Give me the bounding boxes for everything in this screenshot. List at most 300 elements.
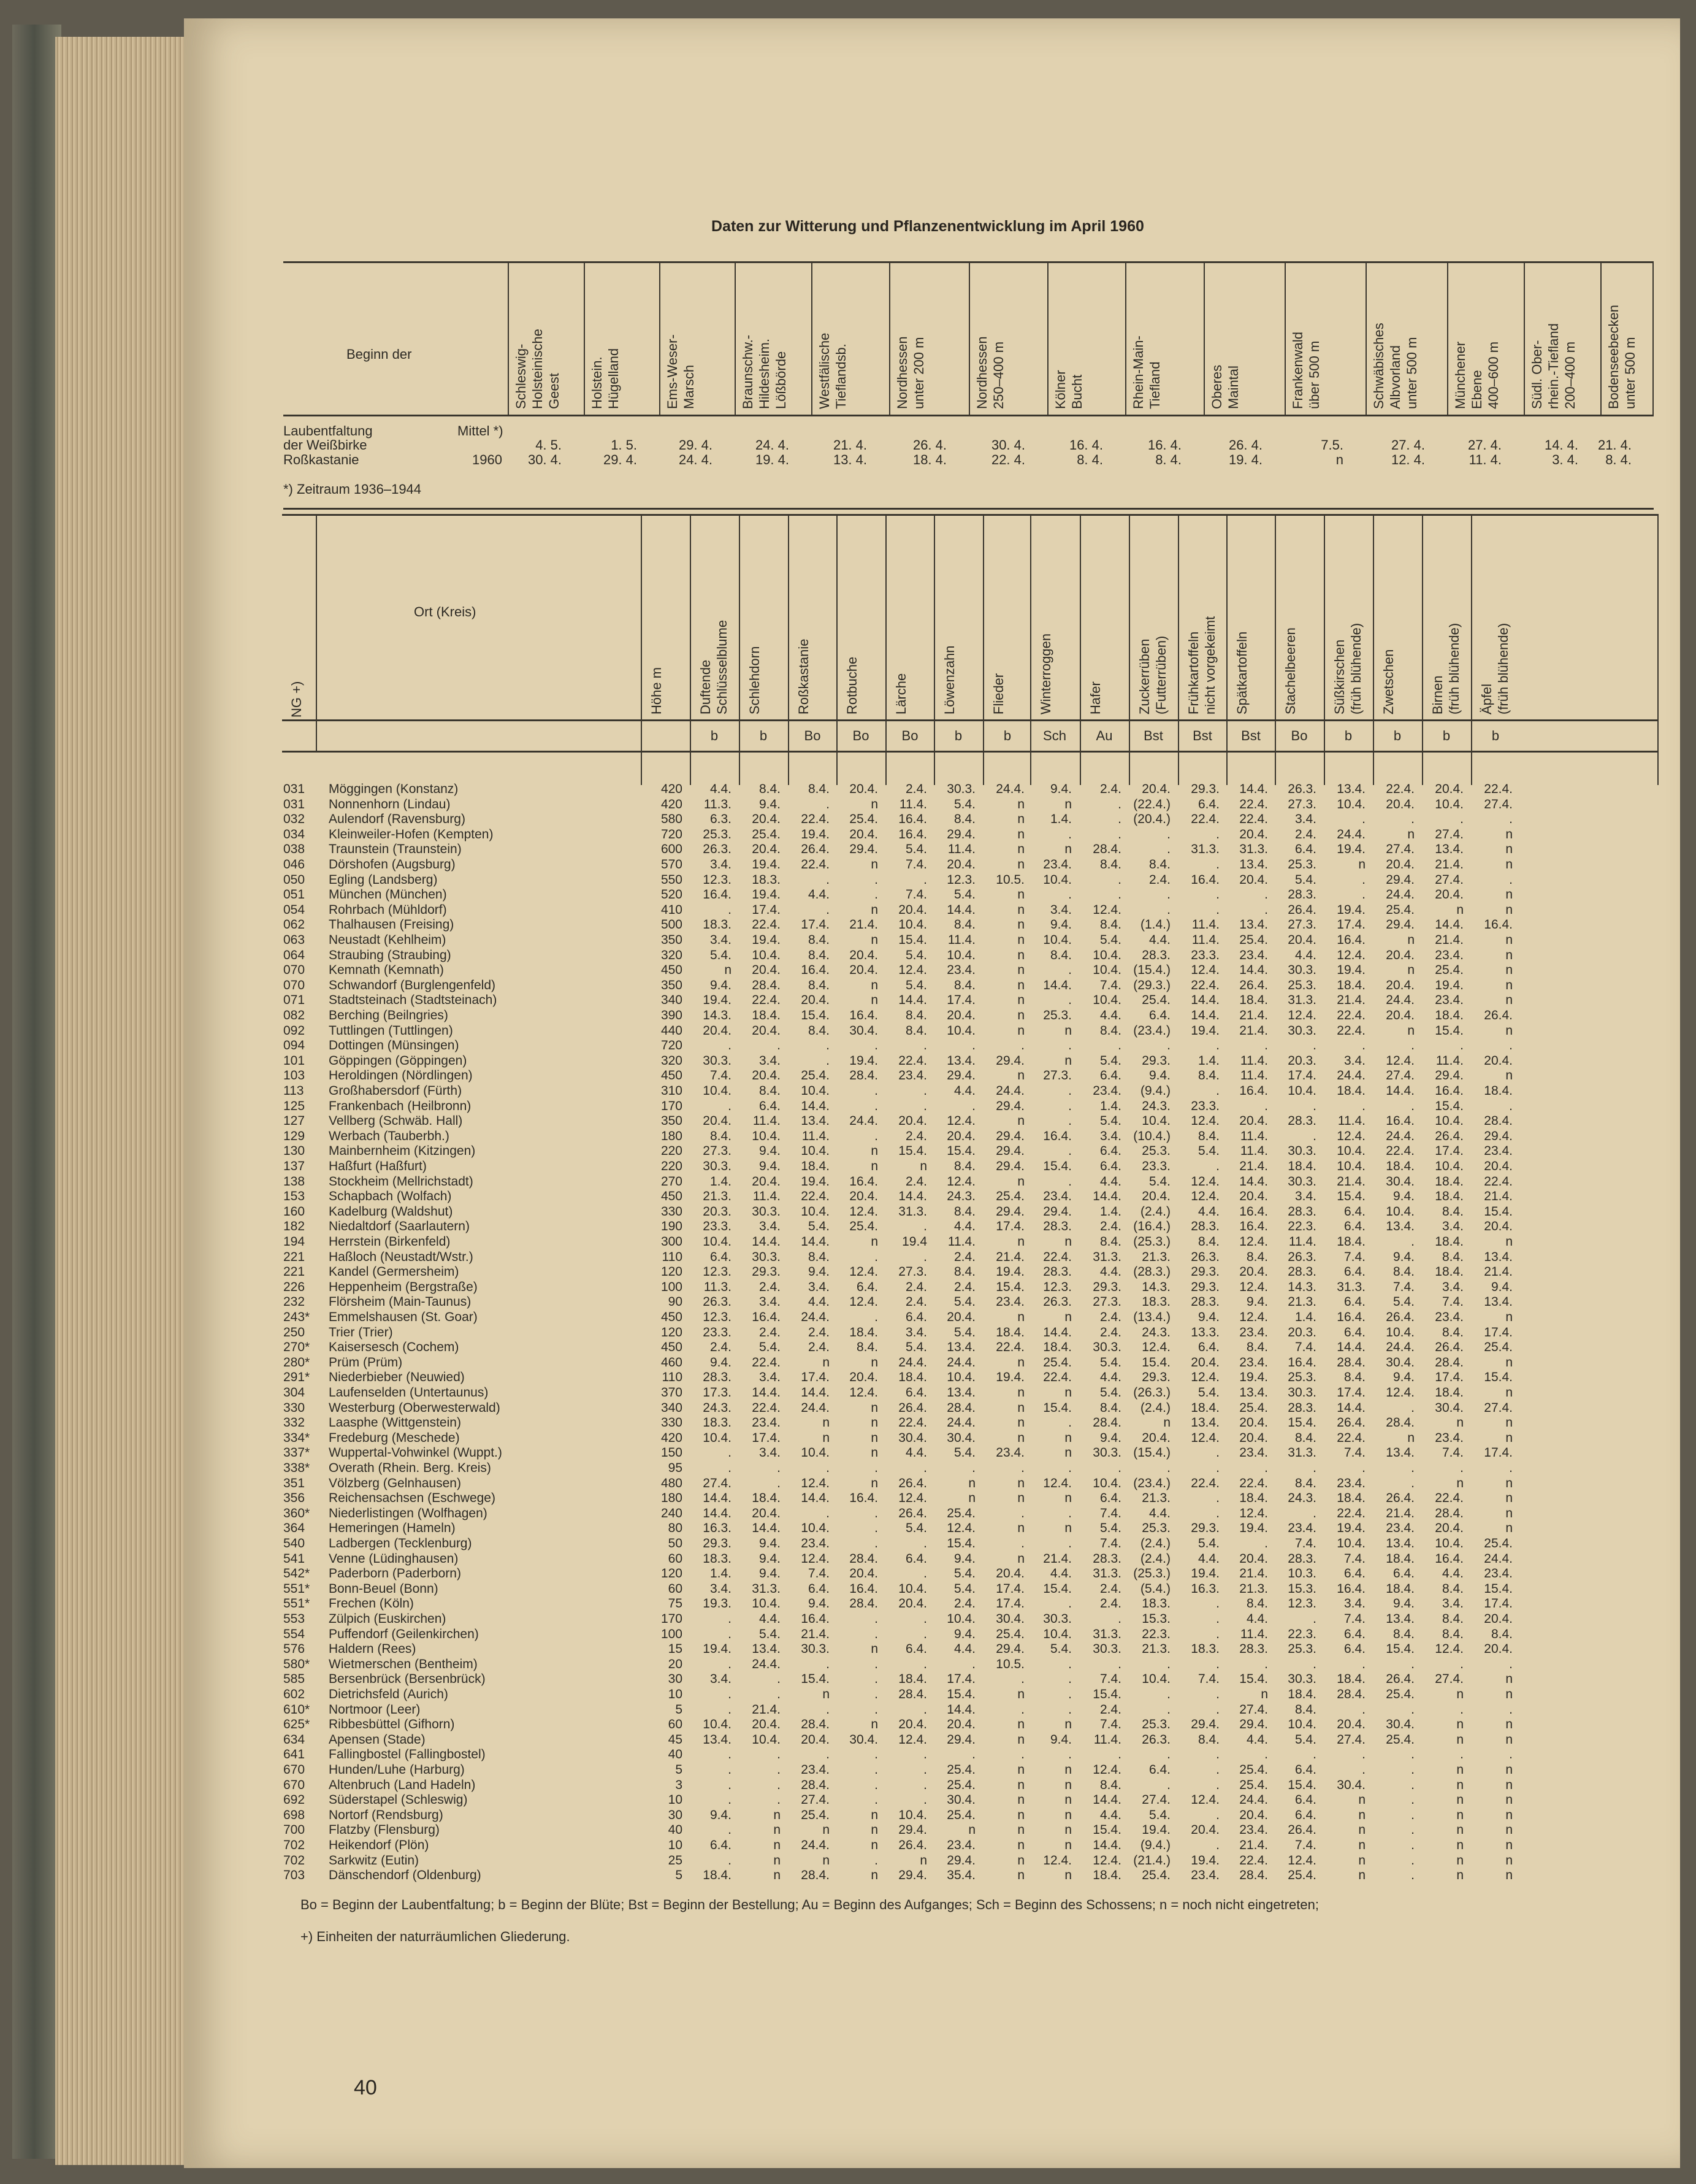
row-ng-code: 610* [283, 1703, 310, 1717]
row-value: 5 [675, 1763, 682, 1777]
row-value: 370 [660, 1385, 682, 1400]
top-1960-value: 8. 4. [1155, 452, 1182, 467]
main-column-code: b [1491, 728, 1500, 743]
row-ng-code: 243* [283, 1310, 310, 1324]
row-value: . [874, 1703, 878, 1717]
row-value: 25.4. [1142, 1868, 1171, 1882]
row-place-name: Dottingen (Münsingen) [329, 1038, 459, 1052]
main-column-code: Bo [852, 728, 869, 743]
row-ng-code: 130 [283, 1144, 305, 1158]
row-place-name: Ladbergen (Tecklenburg) [329, 1536, 472, 1550]
row-value: 8.4. [758, 1084, 781, 1098]
row-value: 25.4. [947, 1506, 976, 1520]
row-value: 21.4. [1239, 1008, 1268, 1022]
row-value: 27.3. [1288, 918, 1316, 932]
top-mittel-value: 21. 4. [833, 437, 867, 453]
row-value: . [1362, 1747, 1366, 1761]
row-value: 25.3. [1142, 1717, 1171, 1731]
row-value: n [1407, 827, 1415, 841]
row-value: 26.4. [1337, 1416, 1366, 1430]
row-value: 27.4. [1142, 1793, 1171, 1807]
row-value: . [777, 1687, 781, 1701]
row-value: n [1505, 1506, 1513, 1520]
row-value: (2.4.) [1140, 1536, 1171, 1550]
row-place-name: Haßloch (Neustadt/Wstr.) [329, 1250, 473, 1264]
row-value: . [1362, 1461, 1366, 1475]
row-value: 350 [660, 978, 682, 992]
row-value: 30.3. [801, 1642, 830, 1656]
row-value: 23.4. [801, 1763, 830, 1777]
top-region-header: Schleswig- Holsteinische Geest [513, 329, 562, 409]
top-mittel-value: 26. 4. [1228, 437, 1262, 453]
row-value: . [1460, 1703, 1464, 1717]
row-value: . [923, 1793, 927, 1807]
row-value: n [871, 1717, 878, 1731]
row-value: 20.4. [849, 827, 878, 841]
row-place-name: Neustadt (Kehlheim) [329, 933, 446, 947]
row-value: 12.4. [1239, 1310, 1268, 1324]
row-value: . [1411, 1747, 1415, 1761]
row-value: . [728, 1657, 731, 1671]
row-value: 9.4. [758, 1536, 781, 1550]
row-value: 25.4. [849, 1219, 878, 1233]
row-value: 26.3. [1191, 1250, 1220, 1264]
row-value: 10.4. [801, 1521, 830, 1535]
row-value: 10.4. [703, 1431, 731, 1445]
row-value: . [923, 1250, 927, 1264]
main-col-divider [1030, 515, 1031, 785]
row-ng-code: 031 [283, 797, 305, 811]
row-value: 4.4. [1442, 1566, 1464, 1581]
row-value: n [1017, 1838, 1025, 1852]
row-value: n [1017, 1717, 1025, 1731]
row-value: 14.4. [801, 1385, 830, 1400]
row-value: 29.4. [1484, 1129, 1513, 1143]
row-value: n [1505, 887, 1513, 902]
row-value: 8.4. [1246, 1250, 1268, 1264]
row-value: 15.3. [1288, 1582, 1316, 1596]
row-value: . [1068, 1174, 1072, 1189]
top-region-header: Ems-Weser- Marsch [665, 334, 697, 409]
row-value: 120 [660, 1325, 682, 1339]
row-value: 20.4. [1239, 1265, 1268, 1279]
row-value: n [773, 1808, 781, 1822]
row-value: 10.4. [703, 1235, 731, 1249]
top-1960-value: 19. 4. [1228, 452, 1262, 467]
row-value: 14.4. [752, 1385, 781, 1400]
row-value: 20.4. [898, 1717, 927, 1731]
row-value: 18.4. [1435, 1265, 1464, 1279]
main-col-divider [1471, 515, 1472, 785]
row-value: 21.4. [752, 1703, 781, 1717]
row-value: 28.3. [1043, 1219, 1072, 1233]
row-value: n [1456, 1853, 1464, 1868]
row-value: 10.4. [1337, 797, 1366, 811]
row-ng-code: 351 [283, 1476, 305, 1490]
row-ng-code: 070 [283, 963, 305, 977]
row-value: 27.4. [1435, 827, 1464, 841]
row-value: . [728, 1853, 731, 1868]
row-value: 30 [668, 1672, 682, 1686]
row-value: . [826, 873, 830, 887]
row-value: n [1358, 1838, 1366, 1852]
row-value: . [923, 1461, 927, 1475]
row-value: 29.4. [996, 1205, 1025, 1219]
row-value: n [871, 857, 878, 872]
row-ng-code: 576 [283, 1642, 305, 1656]
row-value: 6.4. [1099, 1491, 1121, 1505]
row-value: n [1358, 1793, 1366, 1807]
row-value: 20.4. [752, 1506, 781, 1520]
ng-note: +) Einheiten der naturräumlichen Gliederung. [300, 1929, 570, 1944]
row-value: 18.4. [752, 1008, 781, 1022]
row-value: 6.4. [856, 1280, 878, 1294]
row-value: 23.4. [947, 1838, 976, 1852]
row-value: 5.4. [953, 1446, 976, 1460]
row-value: n [1407, 933, 1415, 947]
row-value: (5.4.) [1140, 1582, 1171, 1596]
row-value: 14.4. [703, 1491, 731, 1505]
row-value: 31.3. [1093, 1566, 1121, 1581]
row-value: 20.4. [1435, 887, 1464, 902]
row-value: n [871, 1446, 878, 1460]
row-value: 31.3. [1239, 842, 1268, 856]
row-value: 7.4. [709, 1068, 731, 1082]
row-value: (2.4.) [1140, 1205, 1171, 1219]
row-value: n [1017, 1114, 1025, 1128]
row-value: 3.4. [1294, 1189, 1316, 1203]
row-value: 28.3. [1288, 1114, 1316, 1128]
row-value: 22.4. [1337, 1008, 1366, 1022]
row-value: 28.4. [752, 978, 781, 992]
row-value: 13.4. [1484, 1250, 1513, 1264]
row-place-name: Overath (Rhein. Berg. Kreis) [329, 1461, 491, 1475]
row-value: 8.4. [953, 1159, 976, 1173]
row-value: 4.4. [953, 1219, 976, 1233]
row-value: n [1017, 1068, 1025, 1082]
row-value: 29.3. [752, 1265, 781, 1279]
row-place-name: Kemnath (Kemnath) [329, 963, 444, 977]
row-value: 240 [660, 1506, 682, 1520]
row-value: 16.3. [703, 1521, 731, 1535]
row-value: 20.4. [703, 1024, 731, 1038]
row-value: . [874, 873, 878, 887]
row-value: n [1017, 1476, 1025, 1490]
row-value: 10 [668, 1687, 682, 1701]
row-value: 21.4. [1484, 1265, 1513, 1279]
row-ng-code: 094 [283, 1038, 305, 1052]
row-value: 150 [660, 1446, 682, 1460]
row-value: 23.3. [1142, 1159, 1171, 1173]
row-value: 18.4. [1043, 1340, 1072, 1354]
row-value: 25.4. [996, 1189, 1025, 1203]
row-value: 8.4. [1442, 1325, 1464, 1339]
row-value: 27.4. [1435, 1672, 1464, 1686]
row-value: . [826, 1461, 830, 1475]
row-value: n [1017, 887, 1025, 902]
row-value: 30.3. [703, 1054, 731, 1068]
row-value: 550 [660, 873, 682, 887]
row-value: 22.4. [1043, 1370, 1072, 1384]
row-value: 11.4. [752, 1114, 781, 1128]
row-value: 30.3. [1288, 1174, 1316, 1189]
row-value: . [1460, 1461, 1464, 1475]
row-value: n [1163, 1416, 1171, 1430]
row-value: 3.4. [709, 857, 731, 872]
row-value: 15.4. [996, 1280, 1025, 1294]
row-value: 14.3. [703, 1008, 731, 1022]
row-value: 11.4. [1191, 918, 1220, 932]
row-value: 30.4. [947, 1431, 976, 1445]
row-value: n [822, 1431, 830, 1445]
row-value: 6.4. [1294, 1793, 1316, 1807]
row-value: 12.4. [1191, 1370, 1220, 1384]
row-value: n [871, 1355, 878, 1370]
row-value: 8.4. [1099, 1235, 1121, 1249]
row-value: 19.4 [902, 1235, 927, 1249]
row-value: 20.4. [1239, 873, 1268, 887]
row-value: 30.3. [1093, 1642, 1121, 1656]
row-value: . [1313, 1099, 1316, 1113]
row-value: 25.4. [1386, 1733, 1415, 1747]
row-value: 13.4. [1386, 1612, 1415, 1626]
row-value: n [1017, 978, 1025, 992]
main-col-divider [1178, 515, 1179, 785]
row-value: 10.4. [752, 1129, 781, 1143]
top-header-label: Beginn der [346, 347, 412, 362]
top-1960-value: 19. 4. [755, 452, 789, 467]
row-value: 18.4. [1484, 1084, 1513, 1098]
row-value: 3.4. [1294, 812, 1316, 826]
row-value: 2.4. [1099, 1325, 1121, 1339]
row-value: 18.4. [1435, 1008, 1464, 1022]
row-value: n [1017, 903, 1025, 917]
row-value: 29.4. [1191, 1717, 1220, 1731]
row-value: 8.4. [1198, 1733, 1220, 1747]
row-value: 12.3. [703, 873, 731, 887]
row-value: 330 [660, 1205, 682, 1219]
row-value: 190 [660, 1219, 682, 1233]
top-mittel-value: 4. 5. [535, 437, 562, 453]
row-value: 26.4. [1484, 1008, 1513, 1022]
row-value: . [972, 1099, 976, 1113]
row-value: 8.4. [1294, 1703, 1316, 1717]
row-value: 5.4. [1099, 1521, 1121, 1535]
row-value: . [728, 1793, 731, 1807]
row-value: 16.4. [849, 1008, 878, 1022]
row-ng-code: 541 [283, 1552, 305, 1566]
row-value: (23.4.) [1133, 1476, 1171, 1490]
row-value: 21.3. [1142, 1642, 1171, 1656]
row-value: n [1505, 1838, 1513, 1852]
row-value: 5.4. [1198, 1536, 1220, 1550]
row-value: 21.4. [1435, 857, 1464, 872]
row-value: . [1021, 1536, 1025, 1550]
row-value: 19.4. [1435, 978, 1464, 992]
row-value: 10.4. [801, 1446, 830, 1460]
row-value: . [1509, 1657, 1513, 1671]
row-value: n [1505, 948, 1513, 962]
row-value: . [1411, 1823, 1415, 1837]
main-column-header: Frühkartoffeln nicht vorgekeimt [1186, 616, 1218, 715]
row-value: 9.4. [758, 1552, 781, 1566]
row-ng-code: 364 [283, 1521, 305, 1535]
row-value: 26.3. [703, 1295, 731, 1309]
row-value: 340 [660, 993, 682, 1007]
row-value: n [1017, 1823, 1025, 1837]
row-value: n [822, 1853, 830, 1868]
top-1960-value: 12. 4. [1391, 452, 1425, 467]
row-value: 22.4. [1043, 1250, 1072, 1264]
row-value: 10.4. [801, 1084, 830, 1098]
row-value: 20.4. [752, 1024, 781, 1038]
top-region-header: Rhein-Main- Tiefland [1131, 335, 1163, 409]
row-value: 25.4. [1043, 1355, 1072, 1370]
row-value: . [1216, 1657, 1220, 1671]
row-value: 4.4. [1099, 1265, 1121, 1279]
main-column-code: b [1344, 728, 1353, 743]
row-value: n [871, 1431, 878, 1445]
row-value: 29.3. [1191, 782, 1220, 796]
row-value: 29.3. [1093, 1280, 1121, 1294]
main-col-divider [1080, 515, 1081, 785]
row-value: 14.4. [801, 1491, 830, 1505]
row-value: 20.4. [1288, 933, 1316, 947]
row-value: 15.4. [1484, 1582, 1513, 1596]
row-value: 20.4. [1435, 782, 1464, 796]
row-value: 14.4. [1435, 918, 1464, 932]
row-value: 16.4. [1386, 1114, 1415, 1128]
row-value: 4.4. [1099, 1370, 1121, 1384]
row-value: n [1505, 1355, 1513, 1370]
row-ng-code: 634 [283, 1733, 305, 1747]
row-value: 13.3. [1191, 1325, 1220, 1339]
row-value: n [871, 1808, 878, 1822]
row-value: 23.4. [1288, 1521, 1316, 1535]
row-place-name: Straubing (Straubing) [329, 948, 451, 962]
row-value: 16.4. [1191, 873, 1220, 887]
row-ng-code: 670 [283, 1778, 305, 1792]
row-place-name: Fallingbostel (Fallingbostel) [329, 1747, 486, 1761]
row-value: n [1505, 1431, 1513, 1445]
row-value: 25.4. [947, 1808, 976, 1822]
row-value: 28.3. [1191, 1219, 1220, 1233]
row-value: 8.4. [808, 948, 830, 962]
row-value: 14.4. [1093, 1189, 1121, 1203]
row-value: 3.4. [1343, 1596, 1366, 1611]
row-value: 25.3. [1288, 978, 1316, 992]
row-value: 15.4. [1093, 1823, 1121, 1837]
row-value: n [871, 903, 878, 917]
row-value: 30.3. [1288, 1385, 1316, 1400]
row-value: 24.3. [1142, 1325, 1171, 1339]
row-ng-code: 082 [283, 1008, 305, 1022]
row-value: 2.4. [808, 1340, 830, 1354]
row-value: 15.4. [1288, 1416, 1316, 1430]
row-value: (9.4.) [1140, 1838, 1171, 1852]
row-value: 20.4. [947, 857, 976, 872]
top-mittel-value: 1. 5. [611, 437, 637, 453]
row-ng-code: 553 [283, 1612, 305, 1626]
row-ng-code: 129 [283, 1129, 305, 1143]
row-value: 15.4. [1043, 1582, 1072, 1596]
row-place-name: Zülpich (Euskirchen) [329, 1612, 446, 1626]
row-value: (22.4.) [1133, 797, 1171, 811]
row-value: . [923, 1763, 927, 1777]
row-value: 5.4. [905, 948, 927, 962]
row-value: . [1118, 1461, 1121, 1475]
row-value: 10.4. [1043, 933, 1072, 947]
row-value: 21.4. [1043, 1552, 1072, 1566]
row-value: . [1167, 1778, 1171, 1792]
row-value: 30.3. [1288, 1672, 1316, 1686]
row-value: 5.4. [1392, 1295, 1415, 1309]
row-value: 29.4. [898, 1868, 927, 1882]
row-value: 9.4. [1198, 1310, 1220, 1324]
row-value: 4.4. [758, 1612, 781, 1626]
row-value: . [874, 1612, 878, 1626]
row-value: 30.3. [752, 1250, 781, 1264]
row-place-name: Heppenheim (Bergstraße) [329, 1280, 478, 1294]
row-place-name: Schwandorf (Burglengenfeld) [329, 978, 495, 992]
top-mittel-value: 16. 4. [1147, 437, 1182, 453]
row-value: . [874, 1657, 878, 1671]
row-value: 24.4. [947, 1355, 976, 1370]
main-col-divider [1275, 515, 1276, 785]
row-value: 4.4. [953, 1084, 976, 1098]
row-value: 6.4. [1099, 1144, 1121, 1158]
row-value: 2.4. [953, 1280, 976, 1294]
row-value: . [1509, 873, 1513, 887]
row-value: 10.4. [1093, 963, 1121, 977]
row-ng-code: 334* [283, 1431, 310, 1445]
main-col-divider [934, 515, 935, 785]
row-place-name: Berching (Beilngries) [329, 1008, 448, 1022]
row-value: 20.4. [849, 782, 878, 796]
row-value: 14.3. [1142, 1280, 1171, 1294]
row-ng-code: 125 [283, 1099, 305, 1113]
row-value: 310 [660, 1084, 682, 1098]
row-place-name: Möggingen (Konstanz) [329, 782, 459, 796]
row-value: 11.4. [1093, 1733, 1121, 1747]
row-value: 23.3. [703, 1219, 731, 1233]
top-1960-value: 18. 4. [912, 452, 947, 467]
row-value: 1.4. [1198, 1054, 1220, 1068]
row-value: 20.3. [1288, 1325, 1316, 1339]
top-region-header: Schwäbisches Albvorland unter 500 m [1371, 323, 1419, 409]
row-value: 12.4. [1191, 1174, 1220, 1189]
row-value: n [1064, 1491, 1072, 1505]
top-table-rule-bottom [283, 508, 1654, 510]
row-value: 1.4. [1099, 1099, 1121, 1113]
row-value: n [1064, 1763, 1072, 1777]
row-value: 520 [660, 887, 682, 902]
row-value: 450 [660, 1189, 682, 1203]
top-col-divider [1047, 262, 1049, 415]
row-ng-code: 032 [283, 812, 305, 826]
row-value: 8.4. [1442, 1612, 1464, 1626]
row-value: n [871, 797, 878, 811]
row-value: 6.4. [905, 1385, 927, 1400]
row-value: 20.4. [996, 1566, 1025, 1581]
row-value: . [972, 1657, 976, 1671]
row-value: 14.4. [1191, 993, 1220, 1007]
row-value: . [1411, 1038, 1415, 1052]
row-value: 2.4. [1099, 782, 1121, 796]
row-value: 19.4. [1191, 1566, 1220, 1581]
row-value: 24.4. [801, 1838, 830, 1852]
row-value: 8.4. [953, 1205, 976, 1219]
